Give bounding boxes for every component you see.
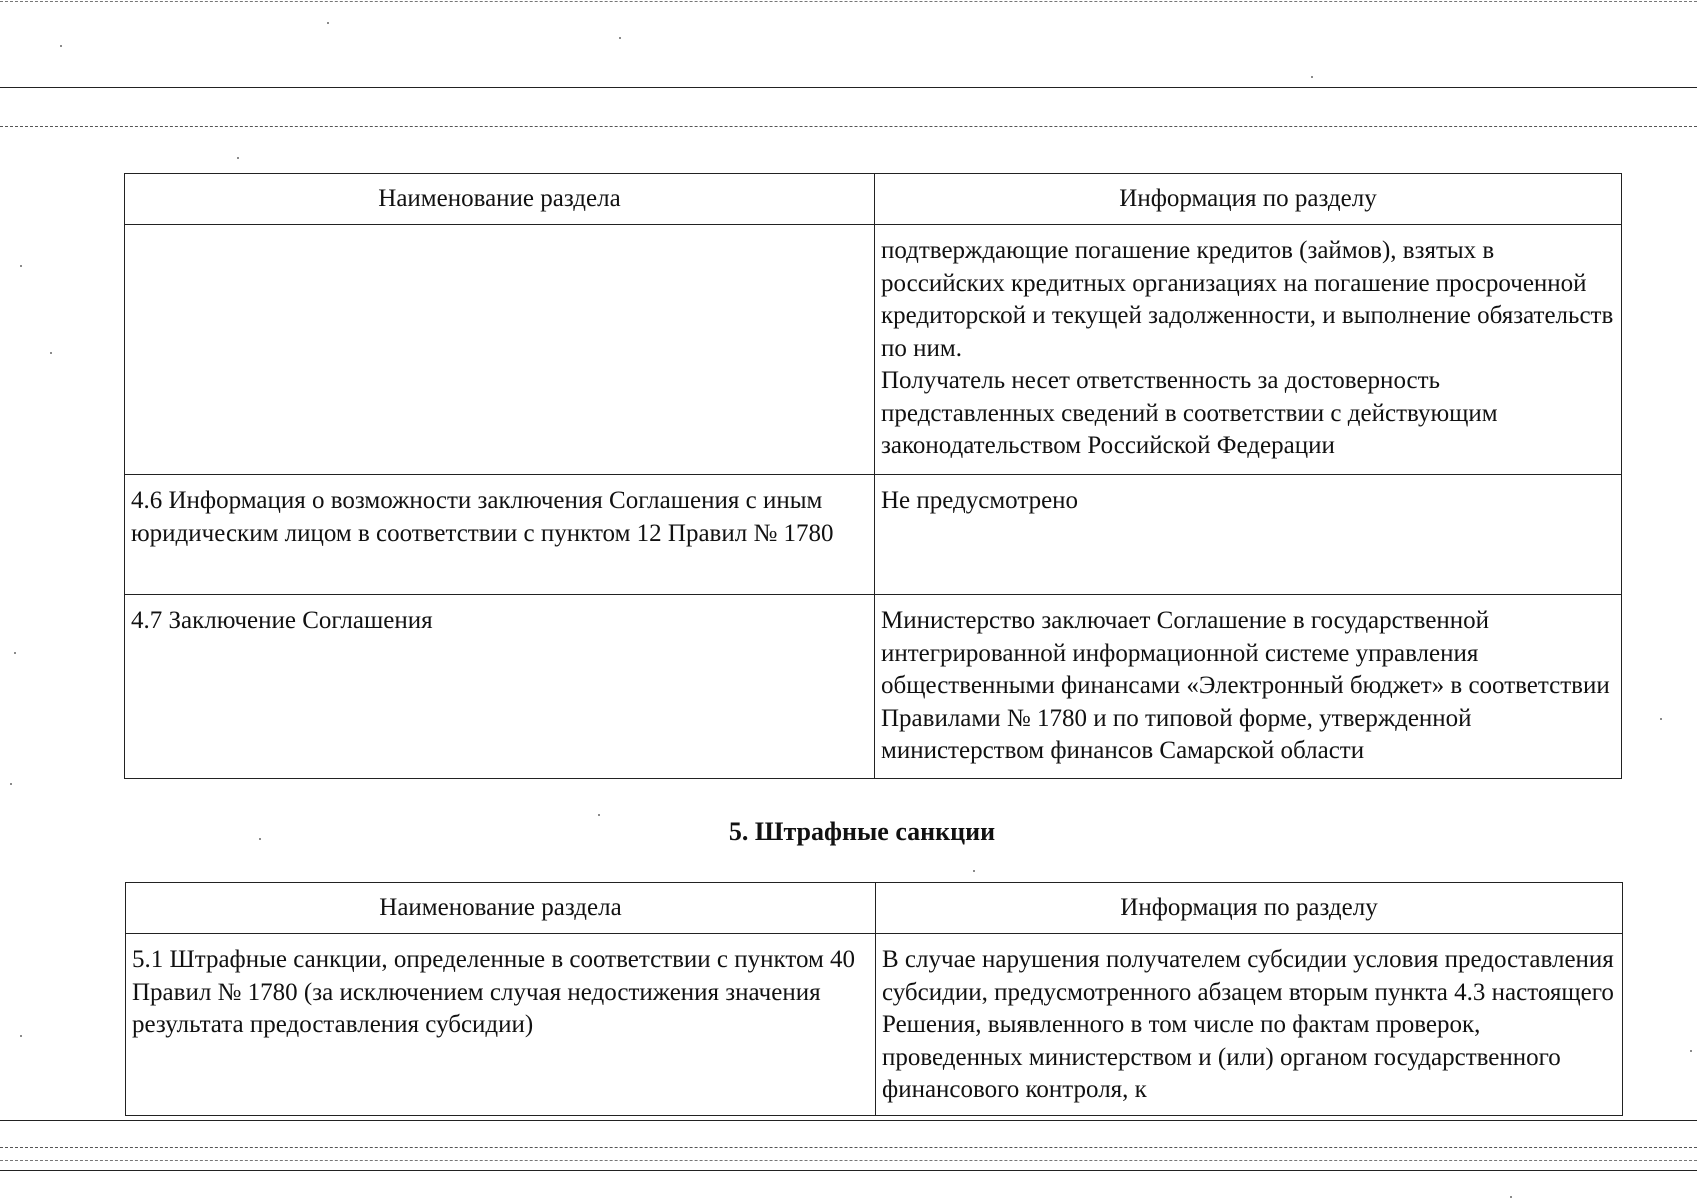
scan-speck: [1660, 718, 1662, 720]
scan-speck: [619, 37, 621, 39]
section-name-cell: [125, 225, 875, 475]
table-row: [125, 225, 1622, 475]
section-name-cell: 4.6 Информация о возможности заключения Соглашения с иным юридическим лицом в соответствии с пунктом 12 Правил № 1780: [125, 475, 875, 595]
scan-speck: [1510, 1196, 1512, 1198]
scan-speck: [1311, 76, 1313, 78]
table-row: [126, 934, 1623, 1116]
column-header-section-info: Информация по разделу: [876, 883, 1623, 934]
section-info-cell: [875, 225, 1622, 475]
scan-speck: [973, 870, 975, 872]
scan-speck: [598, 814, 600, 816]
section-name-cell: 4.7 Заключение Соглашения: [125, 595, 875, 779]
table-row: [125, 475, 1622, 595]
info-paragraph: подтверждающие погашение кредитов (займов), взятых в российских кредитных организациях на погашение просроченной кредиторской и текущей задолженности, и выполнение обязательств по ним.: [881, 237, 1614, 362]
header-dashed-rule: [0, 126, 1697, 127]
footer-rule: [0, 1120, 1697, 1121]
info-paragraph: Министерство заключает Соглашение в государственной интегрированной информационной системе управления общественными финансами «Электронный бюджет» в соответствии Правилами № 1780 и по типовой форме, утвержденной министерством финансов Самарской области: [881, 607, 1610, 764]
table-header-row: [126, 883, 1623, 934]
column-header-section-info: Информация по разделу: [875, 174, 1622, 225]
header-rule: [0, 87, 1697, 88]
section-name-cell: 5.1 Штрафные санкции, определенные в соответствии с пунктом 40 Правил № 1780 (за исключением случая недостижения значения результата предоставления субсидии): [126, 934, 876, 1116]
scan-speck: [327, 22, 329, 24]
scan-speck: [14, 652, 16, 654]
info-paragraph: В случае нарушения получателем субсидии условия предоставления субсидии, предусмотренного абзацем вторым пункта 4.3 настоящего Решения, выявленного в том числе по фактам проверок, проведенных министерством и (или) органом государственного финансового контроля, к: [882, 946, 1614, 1103]
scan-speck: [50, 352, 52, 354]
section-info-cell: [876, 934, 1623, 1116]
sections-table-5: [125, 882, 1623, 1116]
footer-rule: [0, 1170, 1697, 1171]
info-paragraph: Не предусмотрено: [881, 487, 1079, 514]
scan-speck: [20, 1035, 22, 1037]
section-heading: 5. Штрафные санкции: [728, 817, 996, 846]
column-header-section-name: Наименование раздела: [125, 174, 875, 225]
scan-speck: [259, 838, 261, 840]
scan-speck: [1690, 1050, 1692, 1052]
table-header-row: [125, 174, 1622, 225]
footer-dashed-rule: [0, 1147, 1697, 1148]
top-edge-rule: [0, 1, 1697, 2]
sections-table-4: [124, 173, 1622, 779]
scan-speck: [237, 157, 239, 159]
section-info-cell: [875, 595, 1622, 779]
info-paragraph: Получатель несет ответственность за достоверность представленных сведений в соответствии с действующим законодательством Российской Федерации: [881, 367, 1498, 459]
footer-dashed-rule: [0, 1160, 1697, 1161]
scan-speck: [20, 265, 22, 267]
scan-speck: [10, 783, 12, 785]
table-row: [125, 595, 1622, 779]
column-header-section-name: Наименование раздела: [126, 883, 876, 934]
scan-speck: [60, 45, 62, 47]
section-info-cell: [875, 475, 1622, 595]
